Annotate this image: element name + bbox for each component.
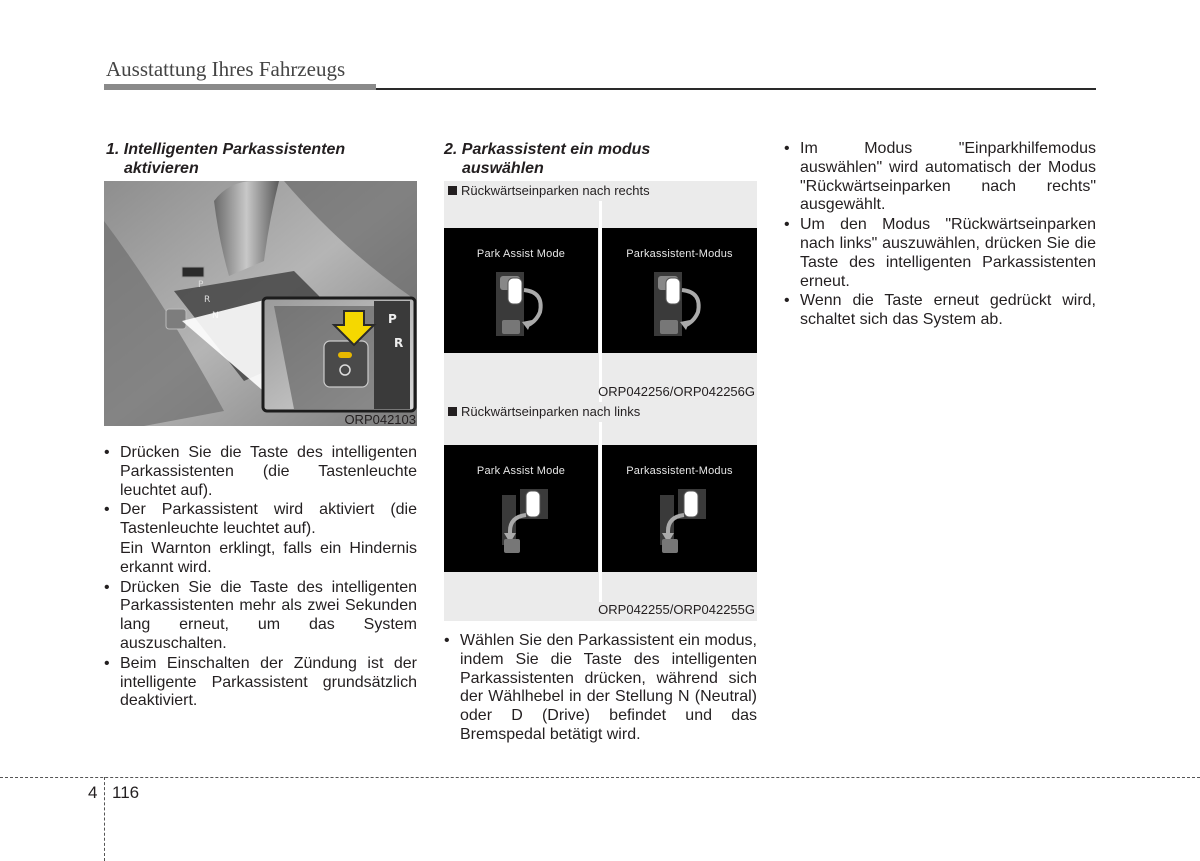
figure-caption-3: ORP042255/ORP042255G — [598, 602, 755, 617]
page-header-title: Ausstattung Ihres Fahrzeugs — [106, 57, 346, 81]
section2-heading-line1: 2. Parkassistent ein modus — [444, 141, 651, 158]
gear-p-label: P — [198, 280, 204, 290]
bullet-icon: • — [784, 140, 790, 157]
gear-selector-illustration — [104, 181, 417, 426]
list-item: • Wenn die Taste erneut gedrückt wird, schaltet sich das System ab. — [784, 292, 1096, 329]
svg-text:R: R — [394, 336, 404, 350]
panel-label-right: Rückwärtseinparken nach rechts — [444, 181, 757, 201]
bullet-icon: • — [104, 654, 110, 672]
figure-caption-1: ORP042103 — [344, 412, 416, 427]
section1-heading-line2: aktivieren — [124, 160, 199, 177]
screen-park-assist-mode-right — [444, 228, 598, 353]
screen-parkassistent-modus-left — [602, 445, 757, 572]
bullet-icon: • — [784, 216, 790, 234]
svg-text:P: P — [388, 312, 397, 326]
screen-park-assist-mode-left — [444, 445, 598, 572]
bullet-icon: • — [784, 292, 790, 310]
list-item: • Um den Modus "Rückwärtseinparken nach links" auszuwählen, drücken Sie die Taste des intelligenten Parkassistenten erneut. — [784, 216, 1096, 290]
panel-park-left — [444, 402, 757, 621]
section2-body — [444, 632, 757, 746]
bullet-icon: • — [444, 632, 450, 649]
section2-heading — [444, 140, 754, 178]
panel-label-left: Rückwärtseinparken nach links — [444, 402, 757, 422]
screen-title-de: Parkassistent-Modus — [626, 248, 733, 260]
section1-body — [104, 444, 417, 712]
square-bullet-icon — [448, 407, 457, 416]
bullet-icon: • — [104, 578, 110, 596]
car-reverse-left-icon — [654, 489, 706, 553]
bullet-icon: • — [104, 501, 110, 519]
gear-selector-figure — [104, 181, 417, 426]
car-reverse-left-icon — [496, 489, 548, 553]
footer-divider — [0, 777, 1200, 778]
section1-heading-line1: 1. Intelligenten Parkassistenten — [106, 141, 346, 158]
panel-park-right — [444, 181, 757, 402]
figure-caption-2: ORP042256/ORP042256G — [598, 384, 755, 399]
square-bullet-icon — [448, 186, 457, 195]
gear-r-label: R — [204, 295, 211, 305]
list-item: • Beim Einschalten der Zündung ist der intelligente Parkassistent grundsätzlich deaktiviert. — [104, 654, 417, 710]
screen-parkassistent-modus-right — [602, 228, 757, 353]
screen-title-de: Parkassistent-Modus — [626, 465, 733, 477]
bullet-icon: • — [104, 444, 110, 461]
section2-heading-line2: auswählen — [462, 160, 544, 177]
list-item: • Im Modus "Einparkhilfemodus auswählen" wird automatisch der Modus "Rückwärtseinparken nach rechts" ausgewählt. — [784, 140, 1096, 214]
list-item: • Drücken Sie die Taste des intelligenten Parkassistenten (die Tastenleuchte leuchtet auf). — [104, 444, 417, 499]
section3-body — [784, 140, 1096, 331]
footer-vertical-divider — [104, 777, 105, 861]
car-reverse-right-icon — [654, 272, 706, 336]
list-item: • Drücken Sie die Taste des intelligenten Parkassistenten mehr als zwei Sekunden lang erneut, um das System auszuschalten. — [104, 578, 417, 652]
header-rule — [376, 88, 1096, 90]
page-number: 116 — [112, 783, 140, 802]
list-item: • Der Parkassistent wird aktiviert (die Tastenleuchte leuchtet auf). Ein Warnton erklingt, falls ein Hindernis erkannt wird. — [104, 501, 417, 576]
header-rule-accent — [104, 84, 376, 90]
screen-title-en: Park Assist Mode — [476, 248, 566, 260]
list-item: • Wählen Sie den Parkassistent ein modus, indem Sie die Taste des intelligenten Parkassistenten drücken, während sich der Wählhebel in der Stellung N (Neutral) oder D (Drive) befindet und das Bremspedal betätigt wird. — [444, 632, 757, 743]
section1-heading — [106, 140, 406, 178]
screen-title-en: Park Assist Mode — [476, 465, 566, 477]
chapter-number: 4 — [88, 783, 98, 802]
car-reverse-right-icon — [496, 272, 548, 336]
